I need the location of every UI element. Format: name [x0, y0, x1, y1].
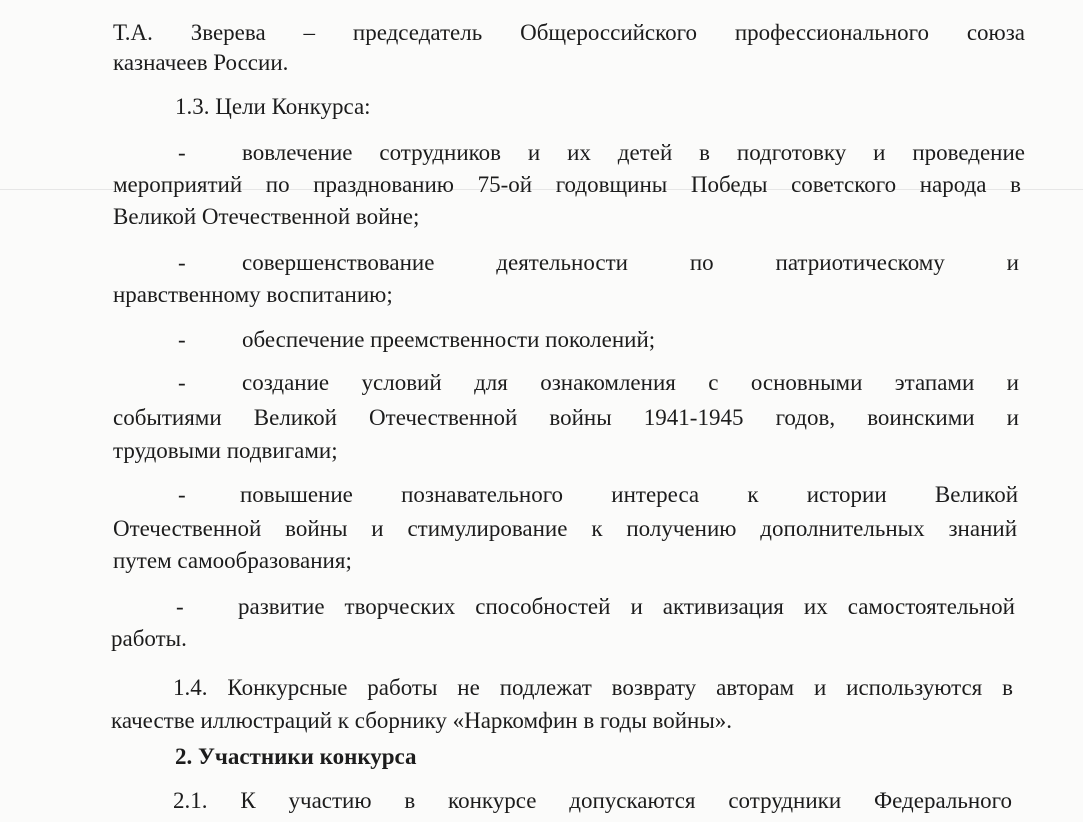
- text-line: казначеев России.: [113, 50, 289, 75]
- text-line: событиями Великой Отечественной войны 1941-1945 годов, воинскими и: [113, 405, 1019, 430]
- list-dash: -: [178, 370, 186, 395]
- list-dash: -: [178, 327, 186, 352]
- text-line: трудовыми подвигами;: [113, 438, 338, 463]
- list-dash: -: [178, 482, 186, 507]
- text-line: вовлечение сотрудников и их детей в подготовку и проведение: [242, 140, 1025, 165]
- list-dash: -: [178, 140, 186, 165]
- text-line: Великой Отечественной войне;: [113, 204, 420, 229]
- text-line: развитие творческих способностей и активизация их самостоятельной: [238, 594, 1015, 619]
- text-line: Т.А. Зверева – председатель Общероссийского профессионального союза: [113, 20, 1025, 45]
- list-dash: -: [176, 594, 184, 619]
- text-line: совершенствование деятельности по патриотическому и: [242, 250, 1019, 275]
- text-line: обеспечение преемственности поколений;: [242, 327, 656, 352]
- text-line: 1.4. Конкурсные работы не подлежат возврату авторам и используются в: [173, 675, 1013, 700]
- section-heading-bold: 2. Участники конкурса: [175, 744, 417, 769]
- text-line: путем самообразования;: [113, 548, 352, 573]
- text-line: 2.1. К участию в конкурсе допускаются сотрудники Федерального: [173, 788, 1012, 813]
- text-line: мероприятий по празднованию 75-ой годовщины Победы советского народа в: [113, 172, 1021, 197]
- list-dash: -: [178, 250, 186, 275]
- section-heading: 1.3. Цели Конкурса:: [175, 94, 371, 119]
- text-line: Отечественной войны и стимулирование к получению дополнительных знаний: [113, 516, 1017, 541]
- text-line: качестве иллюстраций к сборнику «Наркомфин в годы войны».: [111, 708, 733, 733]
- text-line: работы.: [111, 626, 187, 651]
- text-line: создание условий для ознакомления с основными этапами и: [242, 370, 1019, 395]
- text-line: повышение познавательного интереса к истории Великой: [240, 482, 1018, 507]
- text-line: нравственному воспитанию;: [113, 282, 393, 307]
